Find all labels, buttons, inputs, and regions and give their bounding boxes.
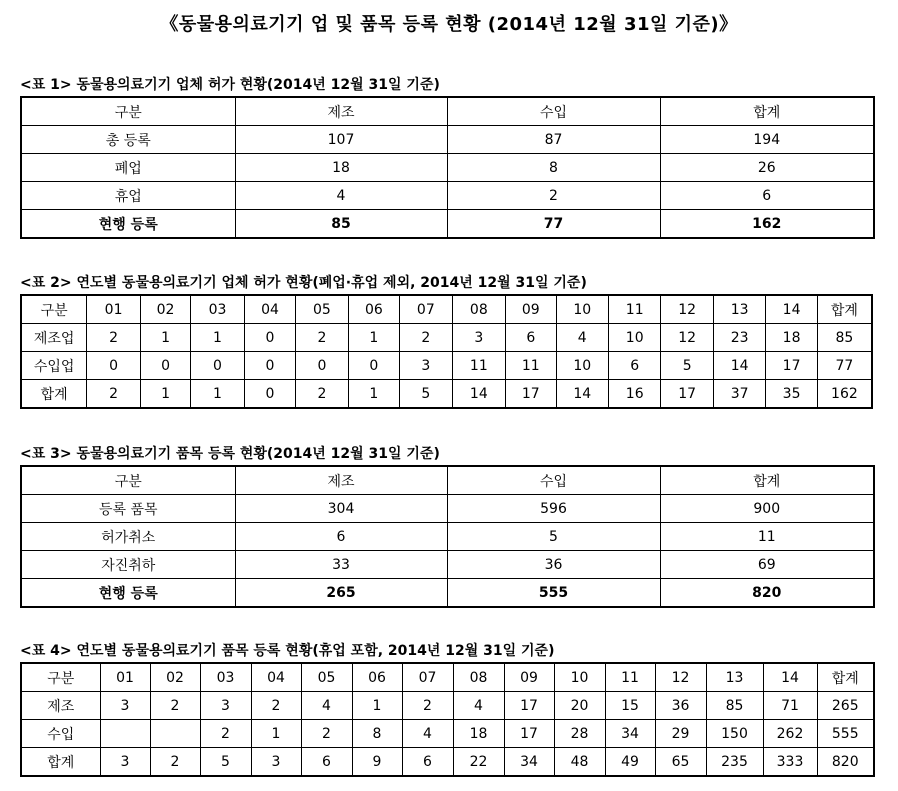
table-cell: 20: [554, 692, 605, 720]
table-cell: 2: [87, 380, 141, 409]
table-cell: 12: [661, 324, 713, 352]
table-cell: 3: [452, 324, 506, 352]
table-cell: 0: [244, 380, 295, 409]
header-cell: 합계: [817, 663, 874, 692]
table-cell: 77: [447, 210, 660, 239]
table-cell: 6: [235, 523, 447, 551]
table-cell: 5: [200, 748, 251, 777]
table-cell: [100, 720, 150, 748]
table-cell: 18: [766, 324, 817, 352]
table-row: [21, 523, 874, 551]
table-cell: 37: [713, 380, 765, 409]
table-cell: 10: [556, 352, 608, 380]
table-cell: 6: [506, 324, 556, 352]
header-cell: 10: [554, 663, 605, 692]
table-cell: 5: [400, 380, 452, 409]
header-cell: 14: [766, 295, 817, 324]
table-cell: 48: [554, 748, 605, 777]
header-cell: 05: [296, 295, 348, 324]
table-cell: 1: [348, 324, 399, 352]
header-cell: 04: [251, 663, 301, 692]
header-cell: 07: [402, 663, 453, 692]
table-cell: 1: [352, 692, 402, 720]
table-cell: 65: [655, 748, 706, 777]
table-cell: 18: [453, 720, 504, 748]
table-cell: 555: [817, 720, 874, 748]
header-cell: 13: [713, 295, 765, 324]
table-cell: 333: [763, 748, 817, 777]
table-header-row: [21, 663, 874, 692]
table-cell: 2: [150, 748, 200, 777]
table-cell: 6: [660, 182, 874, 210]
table-header-row: [21, 295, 872, 324]
table-cell: 3: [251, 748, 301, 777]
header-cell: 합계: [817, 295, 872, 324]
table-header-row: [21, 97, 874, 126]
table-row: [21, 748, 874, 777]
table-cell: 1: [251, 720, 301, 748]
table-cell: 5: [447, 523, 660, 551]
table-cell: 77: [817, 352, 872, 380]
header-cell: 수입: [447, 466, 660, 495]
table-cell: 4: [402, 720, 453, 748]
table-cell: 11: [452, 352, 506, 380]
header-cell: 03: [200, 663, 251, 692]
table-row: [21, 126, 874, 154]
header-cell: 합계: [660, 466, 874, 495]
row-label: 수입: [21, 720, 100, 748]
table-cell: 1: [140, 380, 190, 409]
table-cell: 11: [506, 352, 556, 380]
table-1-caption: <표 1> 동물용의료기기 업체 허가 현황(2014년 12월 31일 기준): [20, 77, 440, 93]
header-cell: 06: [352, 663, 402, 692]
table-cell: 0: [348, 352, 399, 380]
table-cell: 16: [608, 380, 660, 409]
table-cell: 0: [140, 352, 190, 380]
header-cell: 합계: [660, 97, 874, 126]
table-cell: 194: [660, 126, 874, 154]
table-cell: 17: [661, 380, 713, 409]
table-cell: 69: [660, 551, 874, 579]
table-cell: 33: [235, 551, 447, 579]
row-label: 현행 등록: [21, 210, 235, 239]
table-cell: 4: [301, 692, 352, 720]
table-cell: 11: [660, 523, 874, 551]
row-label: 폐업: [21, 154, 235, 182]
table-2-caption: <표 2> 연도별 동물용의료기기 업체 허가 현황(폐업·휴업 제외, 2014년 12월 31일 기준): [20, 275, 587, 291]
table-cell: 5: [661, 352, 713, 380]
table-cell: 900: [660, 495, 874, 523]
table-cell: 8: [447, 154, 660, 182]
header-cell: 제조: [235, 466, 447, 495]
table-total-row: [21, 579, 874, 608]
table-cell: 14: [556, 380, 608, 409]
header-cell: 02: [140, 295, 190, 324]
table-4: [20, 662, 875, 777]
header-cell: 구분: [21, 466, 235, 495]
table-cell: 1: [140, 324, 190, 352]
table-cell: 15: [605, 692, 655, 720]
table-cell: 6: [608, 352, 660, 380]
header-cell: 11: [608, 295, 660, 324]
table-row: [21, 692, 874, 720]
row-label: 합계: [21, 380, 87, 409]
table-cell: 10: [608, 324, 660, 352]
header-cell: 01: [100, 663, 150, 692]
table-cell: 3: [100, 692, 150, 720]
header-cell: 12: [655, 663, 706, 692]
page-title: 《동물용의료기기 업 및 품목 등록 현황 (2014년 12월 31일 기준)》: [160, 14, 738, 35]
table-cell: 304: [235, 495, 447, 523]
table-cell: 36: [447, 551, 660, 579]
table-cell: 2: [296, 324, 348, 352]
table-cell: 162: [817, 380, 872, 409]
row-label: 등록 품목: [21, 495, 235, 523]
header-cell: 06: [348, 295, 399, 324]
table-row: [21, 324, 872, 352]
table-cell: 49: [605, 748, 655, 777]
table-cell: 0: [87, 352, 141, 380]
table-cell: 107: [235, 126, 447, 154]
table-cell: 71: [763, 692, 817, 720]
table-cell: 4: [453, 692, 504, 720]
table-cell: 14: [713, 352, 765, 380]
table-cell: 9: [352, 748, 402, 777]
table-cell: 820: [660, 579, 874, 608]
table-row: [21, 495, 874, 523]
table-cell: 4: [235, 182, 447, 210]
table-cell: 29: [655, 720, 706, 748]
table-cell: 3: [100, 748, 150, 777]
table-cell: 23: [713, 324, 765, 352]
row-label: 합계: [21, 748, 100, 777]
table-cell: 85: [817, 324, 872, 352]
table-cell: 2: [447, 182, 660, 210]
table-row: [21, 380, 872, 409]
row-label: 제조: [21, 692, 100, 720]
header-cell: 10: [556, 295, 608, 324]
table-cell: 6: [301, 748, 352, 777]
row-label: 자진취하: [21, 551, 235, 579]
table-cell: 2: [296, 380, 348, 409]
header-cell: 03: [191, 295, 245, 324]
header-cell: 09: [506, 295, 556, 324]
table-cell: 28: [554, 720, 605, 748]
table-row: [21, 182, 874, 210]
row-label: 총 등록: [21, 126, 235, 154]
table-cell: 150: [706, 720, 763, 748]
table-cell: 87: [447, 126, 660, 154]
table-cell: 265: [235, 579, 447, 608]
table-cell: 2: [402, 692, 453, 720]
table-cell: 17: [506, 380, 556, 409]
table-row: [21, 352, 872, 380]
header-cell: 05: [301, 663, 352, 692]
row-label: 휴업: [21, 182, 235, 210]
header-cell: 04: [244, 295, 295, 324]
table-cell: 85: [706, 692, 763, 720]
table-cell: 162: [660, 210, 874, 239]
table-row: [21, 720, 874, 748]
table-cell: 34: [504, 748, 554, 777]
table-cell: 34: [605, 720, 655, 748]
table-2: [20, 294, 873, 409]
table-cell: 0: [296, 352, 348, 380]
table-cell: 596: [447, 495, 660, 523]
table-cell: 2: [251, 692, 301, 720]
table-cell: 22: [453, 748, 504, 777]
table-cell: 6: [402, 748, 453, 777]
table-cell: 262: [763, 720, 817, 748]
table-cell: [150, 720, 200, 748]
header-cell: 12: [661, 295, 713, 324]
row-label: 제조업: [21, 324, 87, 352]
table-cell: 1: [191, 380, 245, 409]
header-cell: 08: [452, 295, 506, 324]
table-header-row: [21, 466, 874, 495]
table-row: [21, 551, 874, 579]
header-cell: 01: [87, 295, 141, 324]
table-cell: 17: [766, 352, 817, 380]
table-total-row: [21, 210, 874, 239]
table-cell: 8: [352, 720, 402, 748]
table-cell: 4: [556, 324, 608, 352]
header-cell: 수입: [447, 97, 660, 126]
table-cell: 18: [235, 154, 447, 182]
table-cell: 235: [706, 748, 763, 777]
table-cell: 2: [400, 324, 452, 352]
table-cell: 17: [504, 692, 554, 720]
header-cell: 13: [706, 663, 763, 692]
header-cell: 11: [605, 663, 655, 692]
table-cell: 0: [244, 352, 295, 380]
table-cell: 555: [447, 579, 660, 608]
row-label: 현행 등록: [21, 579, 235, 608]
table-cell: 0: [244, 324, 295, 352]
table-cell: 265: [817, 692, 874, 720]
table-cell: 0: [191, 352, 245, 380]
table-3: [20, 465, 875, 608]
header-cell: 08: [453, 663, 504, 692]
row-label: 수입업: [21, 352, 87, 380]
header-cell: 09: [504, 663, 554, 692]
table-cell: 2: [87, 324, 141, 352]
table-row: [21, 154, 874, 182]
header-cell: 14: [763, 663, 817, 692]
header-cell: 02: [150, 663, 200, 692]
table-cell: 85: [235, 210, 447, 239]
header-cell: 제조: [235, 97, 447, 126]
table-cell: 820: [817, 748, 874, 777]
table-cell: 2: [301, 720, 352, 748]
header-cell: 구분: [21, 97, 235, 126]
table-cell: 35: [766, 380, 817, 409]
table-cell: 2: [150, 692, 200, 720]
table-cell: 2: [200, 720, 251, 748]
table-1: [20, 96, 875, 239]
table-4-caption: <표 4> 연도별 동물용의료기기 품목 등록 현황(휴업 포함, 2014년 12월 31일 기준): [20, 643, 555, 659]
table-cell: 3: [200, 692, 251, 720]
table-cell: 1: [191, 324, 245, 352]
table-cell: 14: [452, 380, 506, 409]
header-cell: 07: [400, 295, 452, 324]
table-3-caption: <표 3> 동물용의료기기 품목 등록 현황(2014년 12월 31일 기준): [20, 446, 440, 462]
table-cell: 3: [400, 352, 452, 380]
table-cell: 36: [655, 692, 706, 720]
header-cell: 구분: [21, 663, 100, 692]
table-cell: 1: [348, 380, 399, 409]
header-cell: 구분: [21, 295, 87, 324]
row-label: 허가취소: [21, 523, 235, 551]
table-cell: 26: [660, 154, 874, 182]
table-cell: 17: [504, 720, 554, 748]
